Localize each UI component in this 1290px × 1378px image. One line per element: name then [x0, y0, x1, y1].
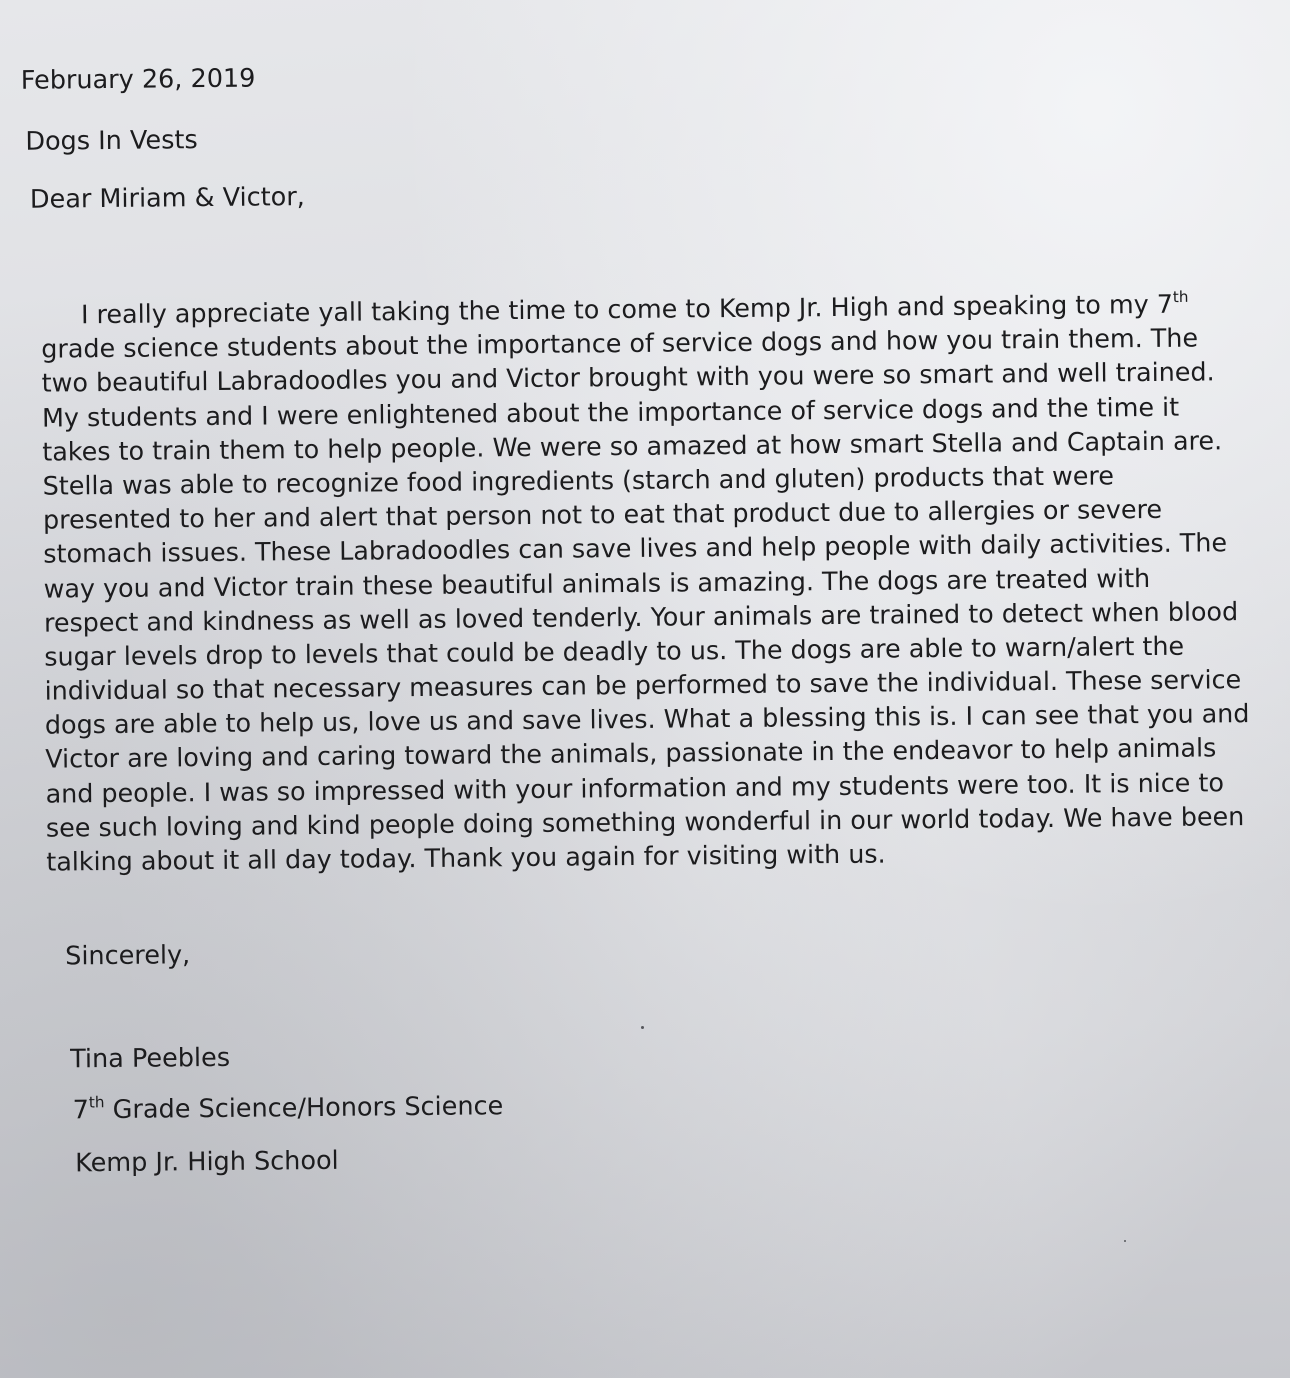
- paper-speck: [1124, 1240, 1126, 1242]
- role-title: Grade Science/Honors Science: [104, 1091, 504, 1126]
- body-line: individual so that necessary measures can be performed to save the individual. These service: [44, 664, 1242, 706]
- signature-school: Kemp Jr. High School: [75, 1145, 339, 1179]
- ordinal-suffix: th: [1172, 287, 1189, 307]
- body-line: presented to her and alert that person not to eat that product due to allergies or severe: [42, 493, 1163, 535]
- body-line: respect and kindness as well as loved tenderly. Your animals are trained to detect when blood: [43, 595, 1239, 638]
- salutation: Dear Miriam & Victor,: [29, 182, 305, 215]
- letter-body: [41, 286, 1250, 879]
- body-line: and people. I was so impressed with your information and my students were too. It is nice to: [45, 766, 1225, 809]
- recipient-organization: Dogs In Vests: [25, 125, 198, 157]
- signature-role: [73, 1091, 504, 1125]
- body-line: way you and Victor train these beautiful animals is amazing. The dogs are treated with: [43, 562, 1151, 604]
- role-grade-number: 7: [72, 1095, 90, 1126]
- body-line: talking about it all day today. Thank you again for visiting with us.: [46, 838, 886, 877]
- body-line: Stella was able to recognize food ingredients (starch and gluten) products that were: [42, 460, 1115, 501]
- body-line-text: I really appreciate yall taking the time to come to Kemp Jr. High and speaking to my 7: [80, 288, 1174, 330]
- body-line: sugar levels drop to levels that could be deadly to us. The dogs are able to warn/alert the: [44, 630, 1185, 672]
- body-line: Victor are loving and caring toward the animals, passionate in the endeavor to help animals: [45, 732, 1217, 775]
- ordinal-suffix: th: [88, 1093, 105, 1112]
- letter-date: February 26, 2019: [20, 63, 256, 96]
- body-line: My students and I were enlightened about the importance of service dogs and the time it: [41, 391, 1180, 433]
- body-line: two beautiful Labradoodles you and Victor brought with you were so smart and well trained.: [41, 356, 1215, 398]
- body-line: stomach issues. These Labradoodles can save lives and help people with daily activities. The: [43, 527, 1228, 569]
- body-line: grade science students about the importance of service dogs and how you train them. The: [41, 322, 1199, 364]
- body-line: see such loving and kind people doing something wonderful in our world today. We have been: [45, 800, 1245, 843]
- paper-speck: [641, 1026, 644, 1029]
- closing: Sincerely,: [65, 940, 191, 972]
- signature-name: Tina Peebles: [70, 1042, 231, 1075]
- body-line: takes to train them to help people. We were so amazed at how smart Stella and Captain are.: [42, 425, 1223, 467]
- body-line: dogs are able to help us, love us and save lives. What a blessing this is. I can see that you and: [44, 698, 1250, 740]
